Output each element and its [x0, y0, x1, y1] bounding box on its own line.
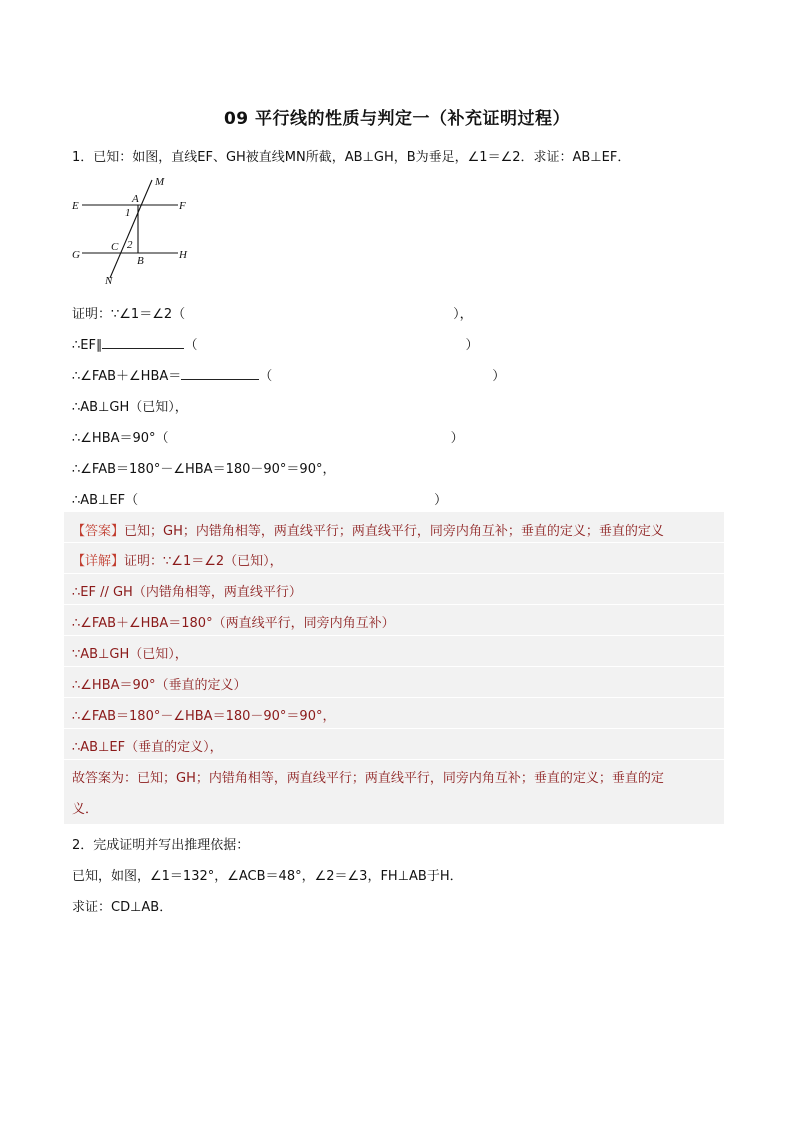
label-f: F: [179, 200, 186, 212]
detail-row: 故答案为：已知；GH；内错角相等，两直线平行；两直线平行，同旁内角互补；垂直的定义；垂直的定 义．: [64, 760, 724, 824]
detail-row: ∴∠FAB＝180°－∠HBA＝180－90°＝90°，: [64, 698, 724, 728]
detail-row: ∴EF // GH（内错角相等，两直线平行）: [64, 574, 724, 604]
proof-line-3: ∴∠FAB＋∠HBA＝ （ ）: [72, 369, 506, 384]
line-mn: [110, 180, 152, 278]
detail-row: ∴∠HBA＝90°（垂直的定义）: [64, 667, 724, 697]
q2-prove: 求证：CD⊥AB．: [72, 900, 173, 915]
detail-row: 【详解】证明：∵∠1＝∠2（已知），: [64, 543, 724, 573]
proof-line-7: ∴AB⊥EF（ ）: [72, 493, 448, 508]
angle-2-label: 2: [127, 239, 133, 251]
answer-blank-2[interactable]: [181, 367, 259, 380]
label-c: C: [111, 241, 119, 253]
geometry-figure: [66, 172, 196, 290]
q2-stem: 2．完成证明并写出推理依据：: [72, 838, 250, 853]
label-e: E: [72, 200, 79, 212]
answer-tag: 【答案】: [72, 524, 125, 539]
page-title: 09 平行线的性质与判定一（补充证明过程）: [223, 109, 571, 129]
angle-1-label: 1: [125, 207, 131, 219]
proof-line-4: ∴AB⊥GH（已知），: [72, 400, 188, 415]
detail-row: ∴∠FAB＋∠HBA＝180°（两直线平行，同旁内角互补）: [64, 605, 724, 635]
detail-row: ∴AB⊥EF（垂直的定义），: [64, 729, 724, 759]
detail-row: ∵AB⊥GH（已知），: [64, 636, 724, 666]
label-g: G: [72, 249, 80, 261]
q1-stem: 1．已知：如图，直线EF、GH被直线MN所截，AB⊥GH，B为垂足，∠1＝∠2．求证：AB⊥EF．: [72, 150, 631, 165]
q2-given: 已知，如图，∠1＝132°，∠ACB＝48°，∠2＝∠3，FH⊥AB于H．: [72, 869, 463, 884]
proof-line-1: 证明：∵∠1＝∠2（ ），: [72, 307, 473, 322]
label-h: H: [179, 249, 187, 261]
label-a: A: [132, 193, 139, 205]
label-b: B: [137, 255, 144, 267]
proof-line-6: ∴∠FAB＝180°－∠HBA＝180－90°＝90°，: [72, 462, 336, 477]
answer-block: [64, 512, 724, 824]
answer-row: [64, 512, 724, 542]
proof-line-5: ∴∠HBA＝90°（ ）: [72, 431, 464, 446]
label-n: N: [105, 275, 113, 287]
detail-tag: 【详解】: [72, 554, 125, 569]
answer-text: 已知；GH；内错角相等，两直线平行；两直线平行，同旁内角互补；垂直的定义；垂直的定义: [124, 524, 664, 539]
proof-line-2: ∴EF∥ （ ）: [72, 338, 479, 353]
label-m: M: [155, 176, 165, 188]
answer-blank-1[interactable]: [102, 336, 184, 349]
